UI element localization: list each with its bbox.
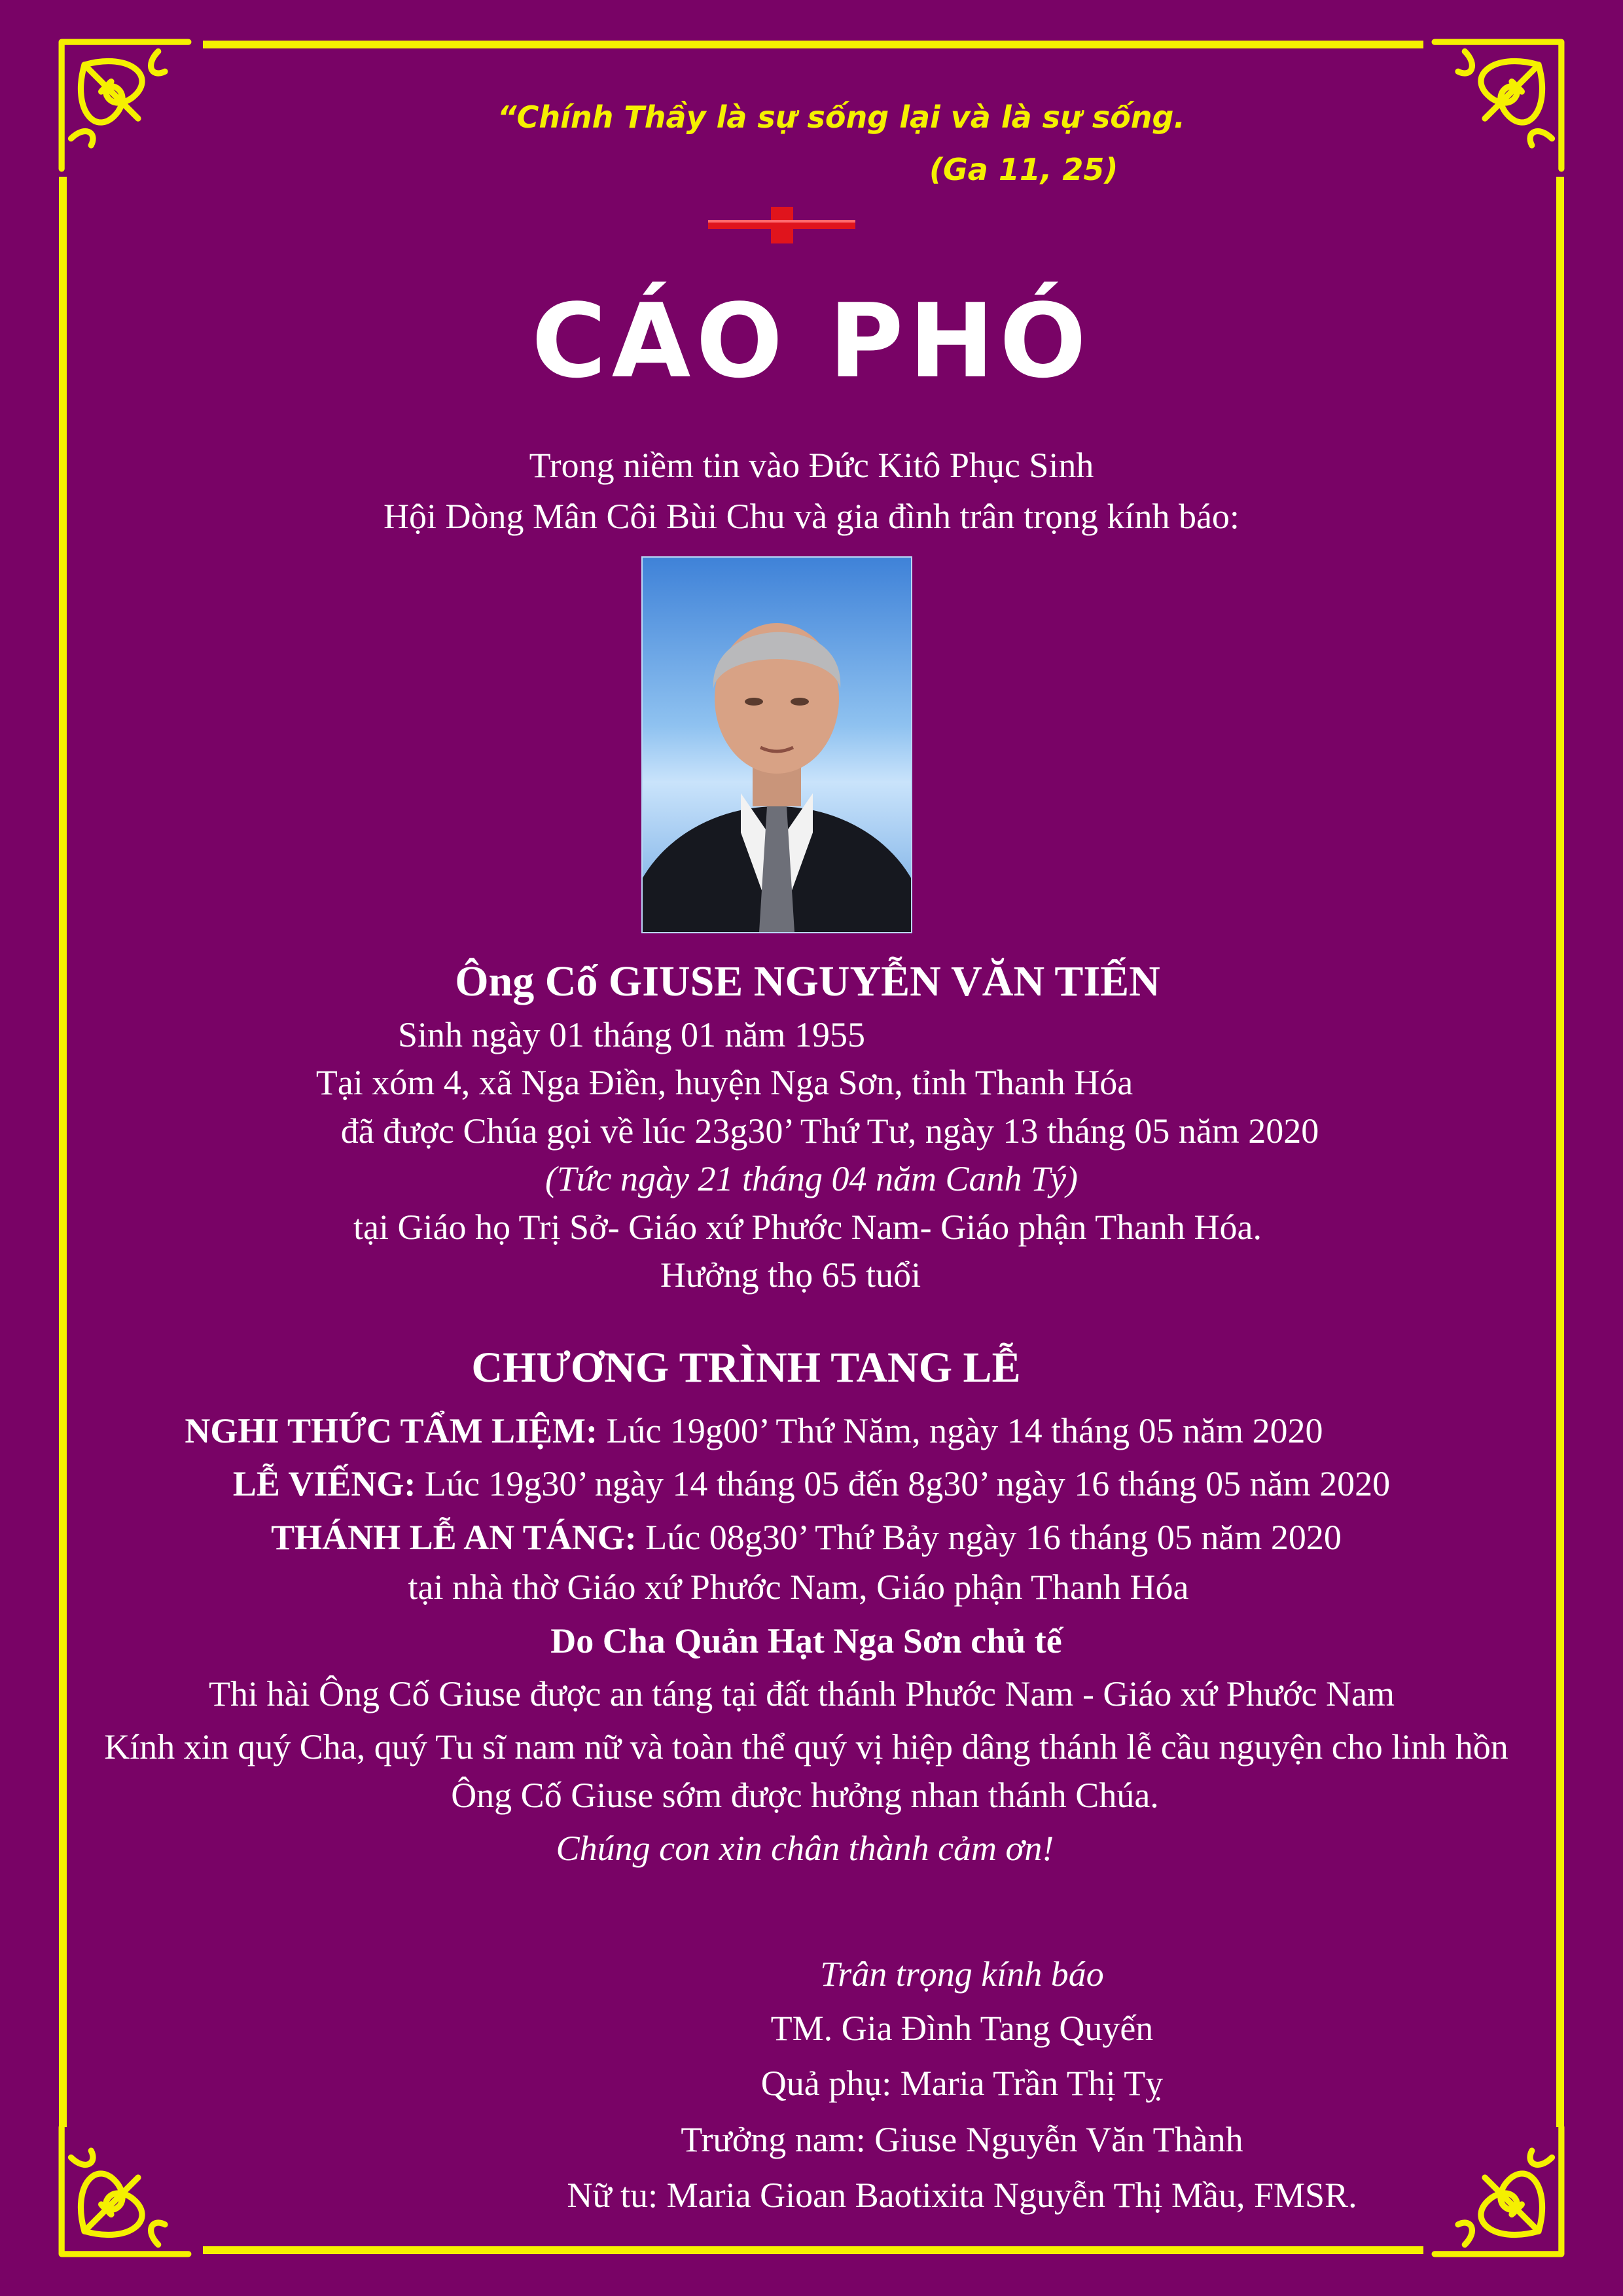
age: Hưởng thọ 65 tuổi [660,1255,921,1295]
page-title: CÁO PHÓ [531,281,1092,401]
scripture-reference: (Ga 11, 25) [929,152,1118,187]
celebrant: Do Cha Quản Hạt Nga Sơn chủ tế [550,1621,1062,1660]
portrait-photo [641,556,912,933]
program-item-label: THÁNH LỄ AN TÁNG: [271,1518,637,1557]
frame-bottom [203,2246,1423,2254]
program-item-shrouding [0,1410,1565,1451]
program-item-funeral-mass [0,1517,1618,1558]
scripture-quote: “Chính Thầy là sự sống lại và là sự sống. [497,99,1185,135]
program-item-label: NGHI THỨC TẨM LIỆM: [185,1411,597,1450]
death-notice: đã được Chúa gọi về lúc 23g30’ Thứ Tư, ngày 13 tháng 05 năm 2020 [340,1111,1319,1151]
program-item-label: LỄ VIẾNG: [232,1464,416,1503]
intro-line-2: Hội Dòng Mân Côi Bùi Chu và gia đình trân trọng kính báo: [383,497,1240,536]
signature-widow: Quả phụ: Maria Trần Thị Tỵ [760,2064,1164,2103]
thanks-line: Chúng con xin chân thành cảm ơn! [556,1829,1054,1868]
signature-greeting: Trân trọng kính báo [820,1954,1104,1994]
church-location: tại nhà thờ Giáo xứ Phước Nam, Giáo phận Thanh Hóa [408,1568,1189,1607]
signature-family: TM. Gia Đình Tang Quyến [770,2009,1154,2048]
birth-date: Sinh ngày 01 tháng 01 năm 1955 [398,1015,865,1054]
lunar-date: (Tức ngày 21 tháng 04 năm Canh Tý) [545,1159,1078,1198]
program-heading: CHƯƠNG TRÌNH TANG LỄ [471,1344,1021,1391]
program-item-text: Lúc 19g00’ Thứ Năm, ngày 14 tháng 05 năm 2020 [597,1411,1323,1450]
intro-line-1: Trong niềm tin vào Đức Kitô Phục Sinh [529,446,1094,485]
prayer-request-1: Kính xin quý Cha, quý Tu sĩ nam nữ và toàn thể quý vị hiệp dâng thánh lễ cầu nguyện cho linh hồn [104,1727,1508,1767]
signature-nun: Nữ tu: Maria Gioan Baotixita Nguyễn Thị Mầu, FMSR. [567,2176,1357,2215]
program-item-text: Lúc 08g30’ Thứ Bảy ngày 16 tháng 05 năm 2020 [636,1518,1342,1557]
death-place: tại Giáo họ Trị Sở- Giáo xứ Phước Nam- Giáo phận Thanh Hóa. [353,1208,1262,1247]
signature-eldest-son: Trưởng nam: Giuse Nguyễn Văn Thành [681,2120,1243,2159]
program-item-visitation [0,1463,1623,1504]
prayer-request-2: Ông Cố Giuse sớm được hưởng nhan thánh Chúa. [451,1776,1159,1815]
ornament-top-right-icon [1431,38,1565,172]
birth-place: Tại xóm 4, xã Nga Điền, huyện Nga Sơn, tỉnh Thanh Hóa [315,1063,1133,1102]
program-item-text: Lúc 19g30’ ngày 14 tháng 05 đến 8g30’ ngày 16 tháng 05 năm 2020 [416,1464,1391,1503]
ornament-top-left-icon [58,38,192,172]
frame-top [203,41,1423,48]
burial-note: Thi hài Ông Cố Giuse được an táng tại đất thánh Phước Nam - Giáo xứ Phước Nam [209,1674,1395,1713]
cross-icon [708,203,855,249]
deceased-name: Ông Cố GIUSE NGUYỄN VĂN TIẾN [455,958,1160,1005]
